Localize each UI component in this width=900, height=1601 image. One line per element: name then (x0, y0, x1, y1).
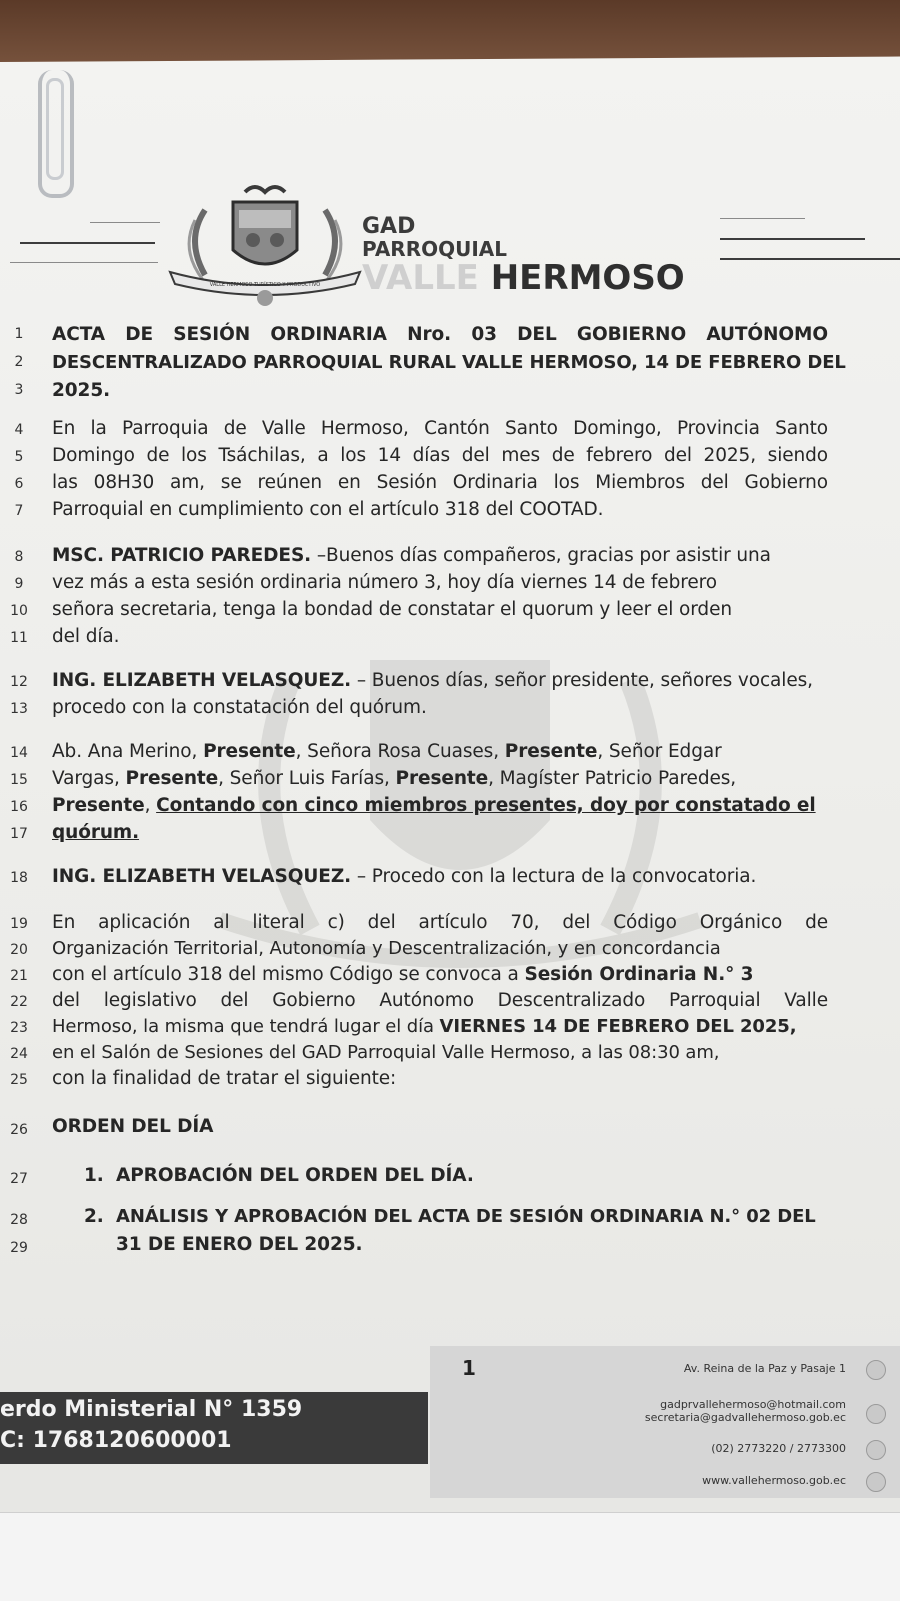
line-number: 26 (10, 1122, 28, 1138)
title-text-3: 2025. (52, 380, 111, 401)
line-number: 8 (14, 549, 24, 565)
line-number: 18 (10, 870, 28, 886)
agenda-heading-line (0, 1114, 900, 1142)
title-text-2: DESCENTRALIZADO PARROQUIAL RURAL VALLE HERMOSO, 14 DE FEBRERO DEL (52, 352, 846, 373)
agenda-item-line (0, 1232, 900, 1260)
paragraph-line (0, 739, 900, 767)
p4-line-16 (52, 793, 828, 819)
email-icon (866, 1404, 886, 1424)
agenda-item-2: ANÁLISIS Y APROBACIÓN DEL ACTA DE SESIÓN ORDINARIA N.° 02 DEL (116, 1206, 816, 1227)
paragraph-line (0, 864, 900, 892)
agenda-item-line (0, 1204, 900, 1232)
paperclip-inner-icon (46, 78, 64, 180)
line-number: 10 (10, 603, 28, 619)
footer-website[interactable]: www.vallehermoso.gob.ec (702, 1474, 846, 1487)
p6-line-24: en el Salón de Sesiones del GAD Parroquial Valle Hermoso, a las 08:30 am, (52, 1042, 720, 1063)
line-number: 12 (10, 674, 28, 690)
header-rule (720, 238, 865, 240)
present-mark: Presente (395, 768, 489, 789)
paragraph-line (0, 910, 900, 938)
page-number: 1 (462, 1356, 476, 1380)
text-span: , Señor Edgar (597, 741, 722, 762)
p3-text-12: – Buenos días, señor presidente, señores vocales, (351, 670, 813, 691)
paragraph-line (0, 443, 900, 471)
brand-block (362, 216, 685, 296)
line-number: 3 (14, 382, 24, 398)
header-rule (720, 218, 805, 219)
header-rule (20, 242, 155, 244)
session-date: VIERNES 14 DE FEBRERO DEL 2025, (439, 1016, 797, 1037)
line-number: 14 (10, 745, 28, 761)
p6-line-19: En aplicación al literal c) del artículo 70, del Código Orgánico de (52, 912, 828, 933)
agenda-item-line (0, 1163, 900, 1191)
p1-line-4: En la Parroquia de Valle Hermoso, Cantón Santo Domingo, Provincia Santo (52, 418, 828, 439)
line-number: 15 (10, 772, 28, 788)
p3-line-13: procedo con la constatación del quórum. (52, 697, 427, 718)
line-number: 23 (10, 1020, 28, 1036)
p6-line-22: del legislativo del Gobierno Autónomo Descentralizado Parroquial Valle (52, 990, 828, 1011)
header-rule (10, 262, 158, 263)
paragraph-line (0, 1066, 900, 1094)
p6-line-23 (52, 1014, 828, 1040)
line-number: 21 (10, 968, 28, 984)
line-number: 1 (14, 326, 24, 342)
p3-line-12 (52, 668, 828, 694)
quorum-statement-end: quórum. (52, 822, 140, 843)
brand-valle-hermoso (362, 260, 685, 296)
phone-icon (866, 1440, 886, 1460)
present-mark: Presente (504, 741, 598, 762)
paragraph-line (0, 793, 900, 821)
next-page-edge (0, 1512, 900, 1601)
header-rule (90, 222, 160, 223)
paragraph-line (0, 962, 900, 990)
footer-email-1[interactable]: gadprvallehermoso@hotmail.com (660, 1398, 846, 1411)
text-span: , (144, 795, 157, 816)
p1-line-6: las 08H30 am, se reúnen en Sesión Ordinaria los Miembros del Gobierno (52, 472, 828, 493)
text-span: , Señor Luis Farías, (218, 768, 396, 789)
paragraph-line (0, 1040, 900, 1068)
text-span: , Señora Rosa Cuases, (295, 741, 505, 762)
line-number: 11 (10, 630, 28, 646)
paragraph-line (0, 543, 900, 571)
paragraph-line (0, 668, 900, 696)
speaker-name: MSC. PATRICIO PAREDES. (52, 545, 312, 566)
line-number: 6 (14, 476, 24, 492)
text-span: Ab. Ana Merino, (52, 741, 204, 762)
footer-phone: (02) 2773220 / 2773300 (711, 1442, 846, 1455)
p5-line-18 (52, 864, 828, 890)
p1-line-5: Domingo de los Tsáchilas, a los 14 días del mes de febrero del 2025, siendo (52, 445, 828, 466)
paragraph-line (0, 936, 900, 964)
footer-address: Av. Reina de la Paz y Pasaje 1 (683, 1362, 846, 1375)
p1-line-7: Parroquial en cumplimiento con el artículo 318 del COOTAD. (52, 499, 604, 520)
brand-gad: GAD (362, 214, 416, 239)
p2-line-10: señora secretaria, tenga la bondad de constatar el quorum y leer el orden (52, 599, 732, 620)
agenda-item-1: APROBACIÓN DEL ORDEN DEL DÍA. (116, 1165, 474, 1186)
line-number: 28 (10, 1212, 28, 1228)
line-number: 20 (10, 942, 28, 958)
line-number: 22 (10, 994, 28, 1010)
title-text-1: ACTA DE SESIÓN ORDINARIA Nro. 03 DEL GOBIERNO AUTÓNOMO (52, 324, 828, 345)
agenda-heading: ORDEN DEL DÍA (52, 1116, 214, 1137)
footer-email-2[interactable]: secretaria@gadvallehermoso.gob.ec (644, 1411, 846, 1424)
footer-ministerial-agreement: erdo Ministerial N° 1359 (0, 1397, 303, 1422)
paragraph-line (0, 1014, 900, 1042)
paragraph-line (0, 624, 900, 652)
line-number: 19 (10, 916, 28, 932)
web-icon (866, 1472, 886, 1492)
footer-ruc: C: 1768120600001 (0, 1428, 232, 1453)
agenda-item-2-cont: 31 DE ENERO DEL 2025. (116, 1234, 363, 1255)
line-number: 4 (14, 422, 24, 438)
speaker-name: ING. ELIZABETH VELASQUEZ. (52, 866, 352, 887)
text-span: Vargas, (52, 768, 126, 789)
line-number: 16 (10, 799, 28, 815)
text-span: Hermoso, la misma que tendrá lugar el día (52, 1016, 440, 1037)
quorum-statement: Contando con cinco miembros presentes, doy por constatado el (156, 795, 816, 816)
brand-parroquial: PARROQUIAL (362, 237, 508, 261)
brand-hermoso: HERMOSO (490, 258, 685, 298)
line-number: 13 (10, 701, 28, 717)
p6-line-25: con la finalidad de tratar el siguiente: (52, 1068, 397, 1089)
parish-logo (165, 180, 365, 310)
line-number: 17 (10, 826, 28, 842)
paragraph-line (0, 416, 900, 444)
line-number: 27 (10, 1171, 28, 1187)
text-span: , Magíster Patricio Paredes, (488, 768, 737, 789)
agenda-item-number: 2. (84, 1206, 104, 1227)
line-number: 7 (14, 503, 24, 519)
session-ref: Sesión Ordinaria N.° 3 (524, 964, 754, 985)
line-number: 9 (14, 576, 24, 592)
paragraph-line (0, 695, 900, 723)
paragraph-line (0, 470, 900, 498)
present-mark: Presente (203, 741, 296, 762)
p6-line-20: Organización Territorial, Autonomía y Descentralización, y en concordancia (52, 938, 721, 959)
title-text (52, 322, 828, 348)
line-number: 24 (10, 1046, 28, 1062)
p2-line-11: del día. (52, 626, 120, 647)
p6-line-21 (52, 962, 828, 988)
p2-line-8 (52, 543, 828, 569)
header-rule (720, 258, 900, 260)
paragraph-line (0, 597, 900, 625)
p4-line-14 (52, 739, 828, 765)
p2-line-9: vez más a esta sesión ordinaria número 3, hoy día viernes 14 de febrero (52, 572, 717, 593)
brand-valle: VALLE (362, 258, 479, 298)
text-span: con el artículo 318 del mismo Código se convoca a (52, 964, 525, 985)
line-number: 25 (10, 1072, 28, 1088)
title-line (0, 322, 900, 350)
location-icon (866, 1360, 886, 1380)
line-number: 5 (14, 449, 24, 465)
p5-text-18: – Procedo con la lectura de la convocatoria. (351, 866, 757, 887)
logo-ribbon-text: VALLE HERMOSO TURÍSTICO Y PRODUCTIVO (209, 282, 321, 288)
p2-text-8: –Buenos días compañeros, gracias por asistir una (311, 545, 771, 566)
p4-line-15 (52, 766, 828, 792)
present-mark: Presente (125, 768, 219, 789)
title-line (0, 350, 900, 378)
agenda-item-number: 1. (84, 1165, 104, 1186)
speaker-name: ING. ELIZABETH VELASQUEZ. (52, 670, 352, 691)
paragraph-line (0, 988, 900, 1016)
paragraph-line (0, 570, 900, 598)
title-line (0, 378, 900, 406)
line-number: 2 (14, 354, 24, 370)
paragraph-line (0, 497, 900, 525)
line-number: 29 (10, 1240, 28, 1256)
present-mark: Presente (52, 795, 145, 816)
paragraph-line (0, 766, 900, 794)
paragraph-line (0, 820, 900, 848)
